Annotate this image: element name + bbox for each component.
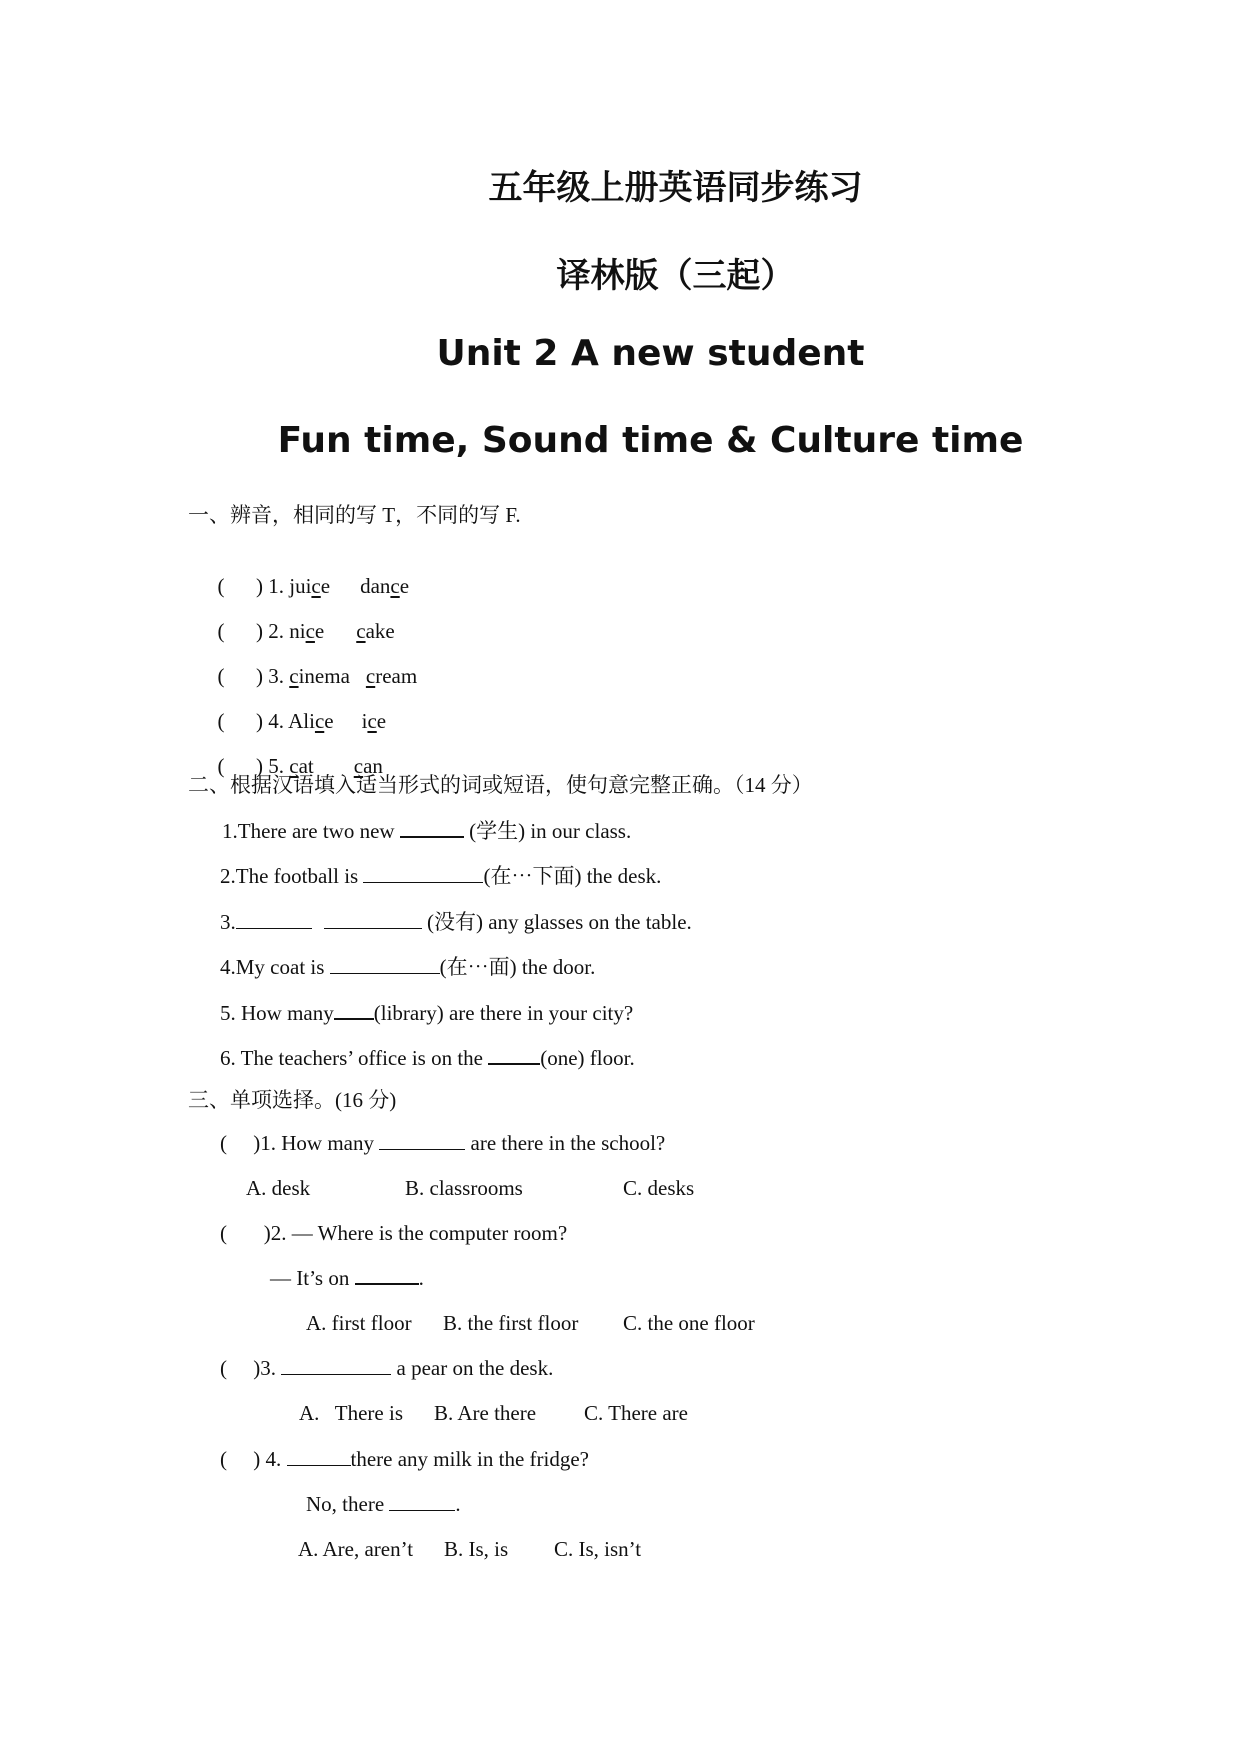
fill-blank[interactable]: [363, 864, 483, 883]
answer-paren[interactable]: ( ): [220, 1447, 261, 1471]
unit-title: Unit 2 A new student: [436, 333, 865, 374]
s1-item-3: ( ) 3. cinema cream: [217, 664, 418, 688]
s3-question-3: ( )3. a pear on the desk.: [220, 1356, 554, 1380]
answer-paren[interactable]: ( ): [217, 754, 263, 778]
option-a[interactable]: A. desk: [246, 1176, 311, 1200]
option-b[interactable]: B. Are there: [434, 1401, 537, 1425]
s1-item-5: ( ) 5. cat can: [217, 754, 383, 778]
page-title: 五年级上册英语同步练习: [488, 168, 863, 208]
s1-item-4: ( ) 4. Alice ice: [217, 709, 387, 733]
answer-paren[interactable]: ( ): [217, 664, 263, 688]
option-a[interactable]: A. There is: [299, 1401, 404, 1425]
answer-paren[interactable]: ( ): [220, 1221, 271, 1245]
fill-blank[interactable]: [330, 955, 440, 974]
s2-question-6: 6. The teachers’ office is on the (one) floor.: [220, 1046, 635, 1070]
option-c[interactable]: C. desks: [623, 1176, 695, 1200]
s3-question-2: ( )2. — Where is the computer room?: [220, 1221, 568, 1245]
option-b[interactable]: B. Is, is: [444, 1537, 509, 1561]
s3-question-4: ( ) 4. there any milk in the fridge?: [220, 1447, 589, 1471]
fill-blank[interactable]: [334, 1000, 374, 1020]
option-c[interactable]: C. Is, isn’t: [554, 1537, 642, 1561]
section2-heading: 二、根据汉语填入适当形式的词或短语，使句意完整正确。（14 分）: [188, 773, 813, 797]
answer-paren[interactable]: ( ): [220, 1131, 261, 1155]
s2-question-5: 5. How many (library) are there in your city?: [220, 1001, 634, 1025]
answer-paren[interactable]: ( ): [217, 709, 263, 733]
option-a[interactable]: A. Are, aren’t: [298, 1537, 414, 1561]
fill-blank[interactable]: [400, 818, 464, 838]
answer-paren[interactable]: ( ): [217, 619, 263, 643]
option-b[interactable]: B. the first floor: [443, 1311, 579, 1335]
s3-question-2-reply: — It’s on .: [270, 1266, 424, 1290]
option-b[interactable]: B. classrooms: [405, 1176, 523, 1200]
s3-question-1: ( )1. How many are there in the school?: [220, 1131, 666, 1155]
option-c[interactable]: C. the one floor: [623, 1311, 755, 1335]
fill-blank[interactable]: [488, 1045, 540, 1065]
s2-question-3: 3. (没有) any glasses on the table.: [220, 910, 692, 934]
s2-question-1: 1.There are two new (学生) in our class.: [222, 819, 632, 843]
answer-paren[interactable]: ( ): [220, 1356, 261, 1380]
s3-question-4-reply: No, there .: [306, 1492, 461, 1516]
answer-paren[interactable]: ( ): [217, 574, 263, 598]
fill-blank[interactable]: [389, 1492, 455, 1511]
fill-blank[interactable]: [281, 1356, 391, 1375]
fill-blank[interactable]: [379, 1131, 465, 1150]
section1-heading: 一、辨音，相同的写 T，不同的写 F.: [188, 503, 521, 527]
fill-blank[interactable]: [355, 1265, 419, 1285]
section3-heading: 三、单项选择。(16 分): [188, 1088, 397, 1112]
option-a[interactable]: A. first floor: [306, 1311, 412, 1335]
edition-title: 译林版（三起）: [556, 256, 795, 296]
option-c[interactable]: C. There are: [584, 1401, 688, 1425]
fill-blank[interactable]: [287, 1447, 351, 1466]
s2-question-2: 2.The football is (在⋯下面) the desk.: [220, 864, 662, 888]
s1-item-2: ( ) 2. nice cake: [217, 619, 395, 643]
fill-blank[interactable]: [324, 910, 422, 929]
fill-blank[interactable]: [236, 910, 312, 929]
lesson-title: Fun time, Sound time & Culture time: [277, 420, 1024, 461]
s1-item-1: ( ) 1. juice dance: [217, 574, 410, 598]
s2-question-4: 4.My coat is (在⋯面) the door.: [220, 955, 596, 979]
